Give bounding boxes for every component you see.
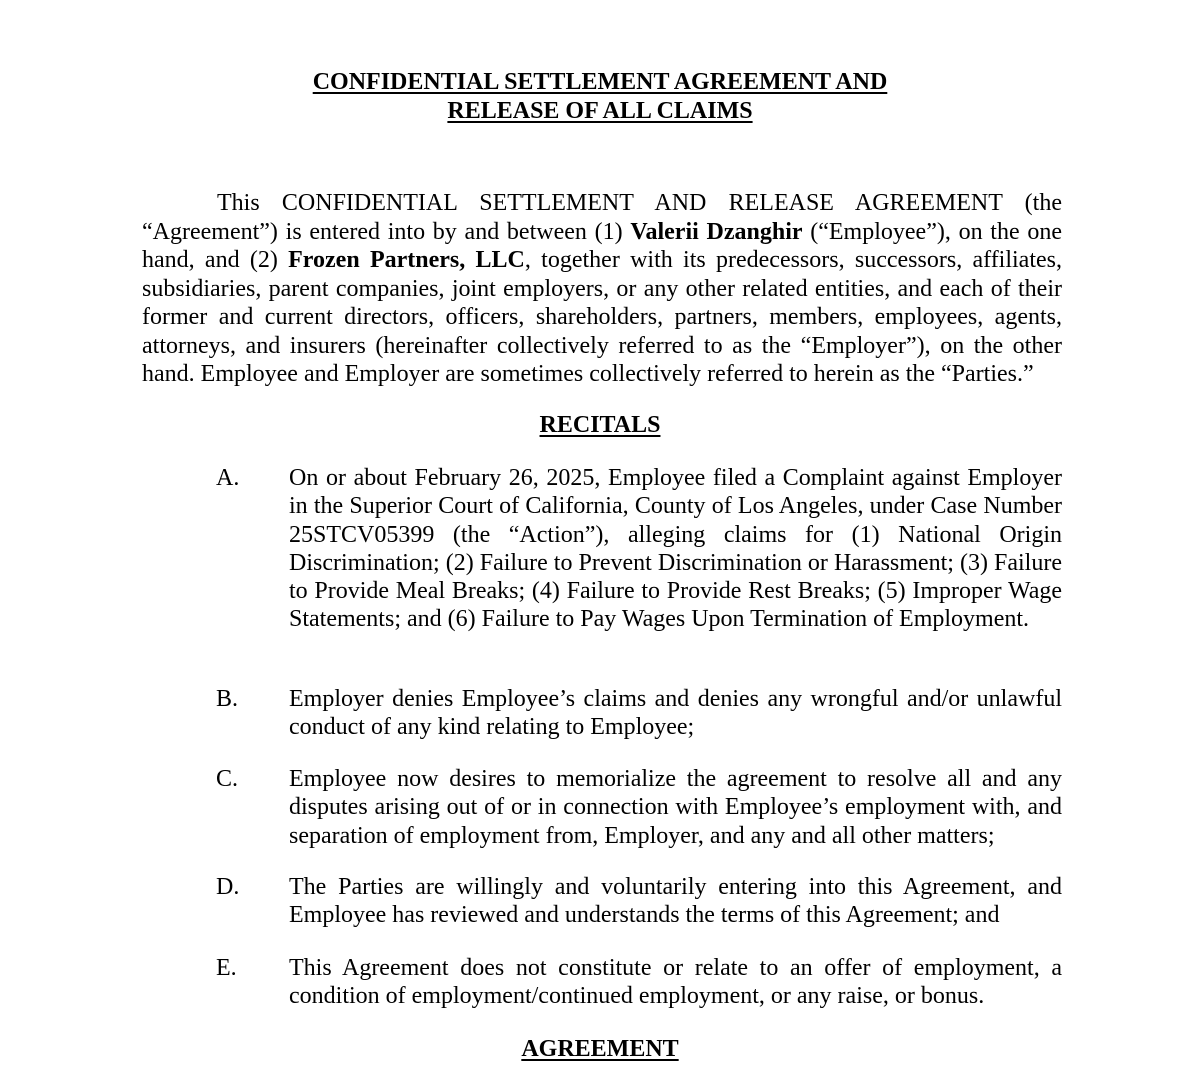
recital-b	[216, 685, 1062, 742]
recital-text: This Agreement does not constitute or relate to an offer of employment, a condition of employment/continued employment, or any raise, or bonus.	[289, 955, 1062, 1010]
recital-text: Employee now desires to memorialize the agreement to resolve all and any disputes arising out of or in connection with Employee’s employment with, and separation of employment from, Employer, and any and all other matters;	[289, 766, 1062, 849]
title-line-1: CONFIDENTIAL SETTLEMENT AGREEMENT AND	[312, 69, 888, 95]
recitals-heading-text: RECITALS	[539, 412, 661, 438]
recital-text: The Parties are willingly and voluntarily entering into this Agreement, and Employee has reviewed and understands the terms of this Agreement; and	[289, 874, 1062, 929]
employee-name: Valerii Dzanghir	[630, 218, 803, 245]
agreement-heading	[0, 1035, 1200, 1063]
recital-letter: A.	[216, 465, 240, 491]
intro-text-3: , together with its predecessors, successors, affiliates, subsidiaries, parent companies, joint employers, or any other related entities, and each of their former and current directors, officers, shareholders, partners, members, employees, agents, attorneys, and insurers (hereinafter collectively referred to as the “Employer”), on the other hand. Employee and Employer are sometimes collectively referred to herein as the “Parties.”	[142, 247, 1062, 387]
recital-text: Employer denies Employee’s claims and denies any wrongful and/or unlawful conduct of any kind relating to Employee;	[289, 686, 1062, 741]
title-line-2: RELEASE OF ALL CLAIMS	[447, 98, 753, 124]
recital-letter: E.	[216, 955, 237, 981]
recitals-heading	[0, 411, 1200, 439]
employer-name: Frozen Partners, LLC	[288, 247, 525, 273]
intro-text-2: (“Employee”), on the one hand, and (2)	[142, 218, 1063, 273]
recital-d	[216, 873, 1062, 930]
document-title	[0, 68, 1200, 126]
recital-letter: D.	[216, 874, 240, 900]
intro-text-1: This CONFIDENTIAL SETTLEMENT AND RELEASE AGREEMENT (the “Agreement”) is entered into by and between (1)	[142, 190, 1062, 245]
agreement-heading-text: AGREEMENT	[521, 1036, 679, 1062]
recital-a	[216, 464, 1062, 634]
recital-letter: B.	[216, 686, 239, 712]
recital-c	[216, 765, 1062, 850]
intro-paragraph	[142, 189, 1062, 389]
recital-letter: C.	[216, 766, 239, 792]
recital-text: On or about February 26, 2025, Employee filed a Complaint against Employer in the Superior Court of California, County of Los Angeles, under Case Number 25STCV05399 (the “Action”), alleging claims for (1) National Origin Discrimination; (2) Failure to Prevent Discrimination or Harassment; (3) Failure to Provide Meal Breaks; (4) Failure to Provide Rest Breaks; (5) Improper Wage Statements; and (6) Failure to Pay Wages Upon Termination of Employment.	[289, 465, 1062, 633]
recital-e	[216, 954, 1062, 1011]
